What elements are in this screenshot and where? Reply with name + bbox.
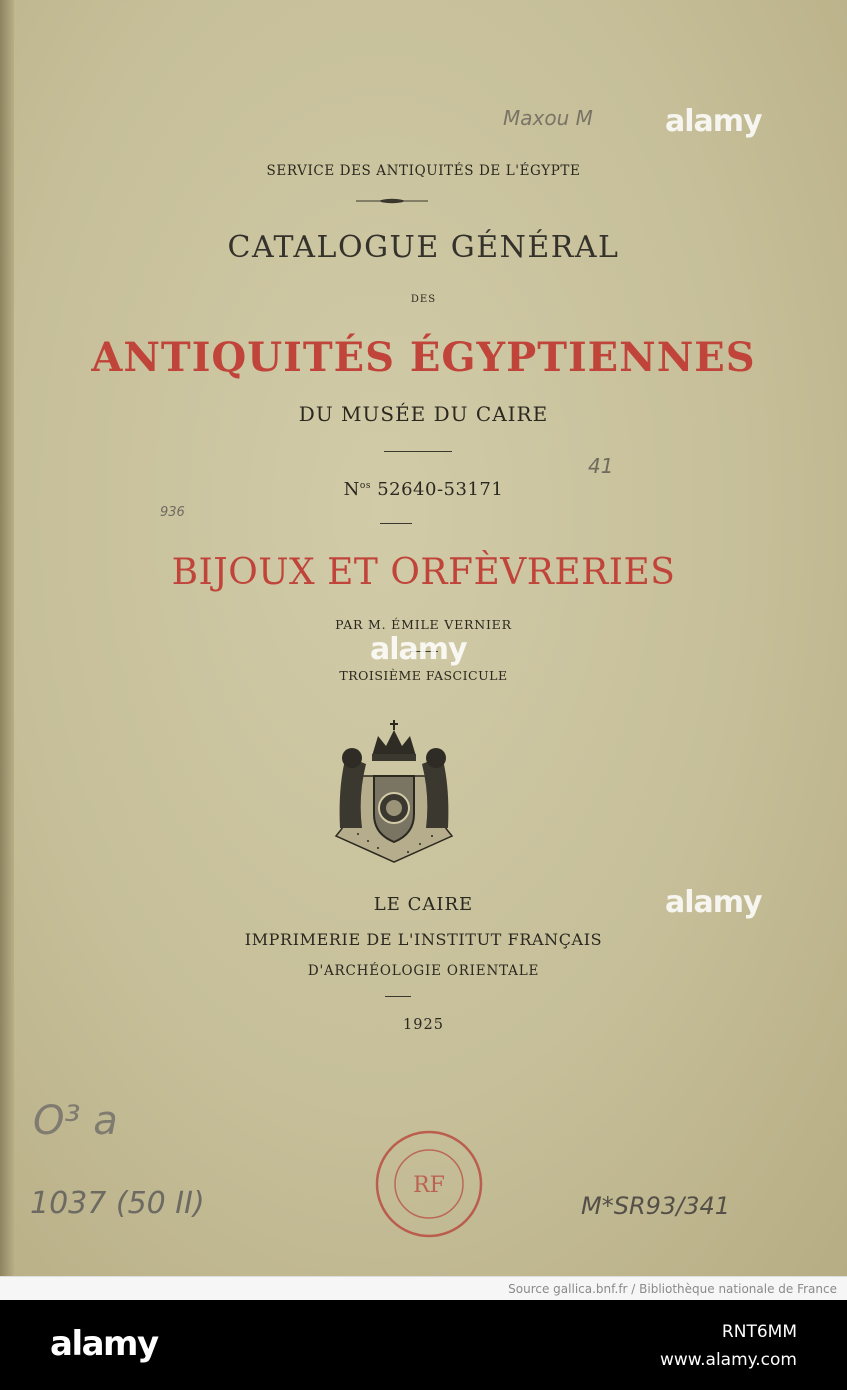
catalogue-title: CATALOGUE GÉNÉRAL	[227, 230, 620, 265]
city-line: LE CAIRE	[373, 894, 474, 915]
handwritten-shelfmark-right: M*SR93/341	[581, 1192, 731, 1220]
rule-before-year	[385, 996, 411, 997]
musee-subtitle: DU MUSÉE DU CAIRE	[298, 402, 549, 426]
handwritten-small-note: 936	[160, 505, 185, 520]
subject-title: BIJOUX ET ORFÈVRERIES	[171, 552, 676, 593]
handwritten-number-note: 41	[588, 454, 614, 478]
fascicule-line: TROISIÈME FASCICULE	[339, 668, 508, 683]
library-stamp	[373, 1128, 485, 1240]
catalogue-numbers	[0, 479, 847, 500]
printer-line-2: D'ARCHÉOLOGIE ORIENTALE	[307, 963, 540, 979]
watermark-text: alamy	[665, 885, 762, 920]
site-url[interactable]: www.alamy.com	[659, 1350, 797, 1370]
service-heading: SERVICE DES ANTIQUITÉS DE L'ÉGYPTE	[266, 163, 581, 179]
publication-year: 1925	[403, 1017, 444, 1033]
ornament-divider	[356, 197, 428, 205]
numbers-superscript: os	[359, 481, 371, 491]
author-line: PAR M. ÉMILE VERNIER	[335, 617, 512, 632]
source-credit: Source gallica.bnf.fr / Bibliothèque nationale de France	[508, 1282, 837, 1296]
handwritten-shelfmark-left: 1037 (50 II)	[30, 1186, 205, 1221]
svg-text:RF: RF	[413, 1173, 445, 1198]
page-spine-shadow	[0, 0, 14, 1276]
numbers-range: 52640-53171	[377, 479, 504, 500]
stock-footer-bar	[0, 1300, 847, 1390]
printer-line: IMPRIMERIE DE L'INSTITUT FRANÇAIS	[244, 930, 603, 949]
handwritten-top-note: Maxou M	[503, 106, 593, 130]
brand-logo[interactable]: alamy	[50, 1324, 158, 1364]
numbers-prefix: N	[343, 479, 360, 500]
source-bar	[0, 1276, 847, 1301]
rule-after-numbers	[380, 523, 412, 524]
des-word: DES	[410, 294, 437, 305]
antiquites-title: ANTIQUITÉS ÉGYPTIENNES	[91, 334, 756, 381]
watermark-text: alamy	[370, 632, 467, 667]
handwritten-shelfmark-top: O³ a	[33, 1098, 118, 1144]
rule-after-musee	[384, 451, 452, 452]
royal-coat-of-arms-emblem	[328, 716, 460, 866]
image-id: RNT6MM	[721, 1322, 797, 1342]
watermark-text: alamy	[665, 104, 762, 139]
